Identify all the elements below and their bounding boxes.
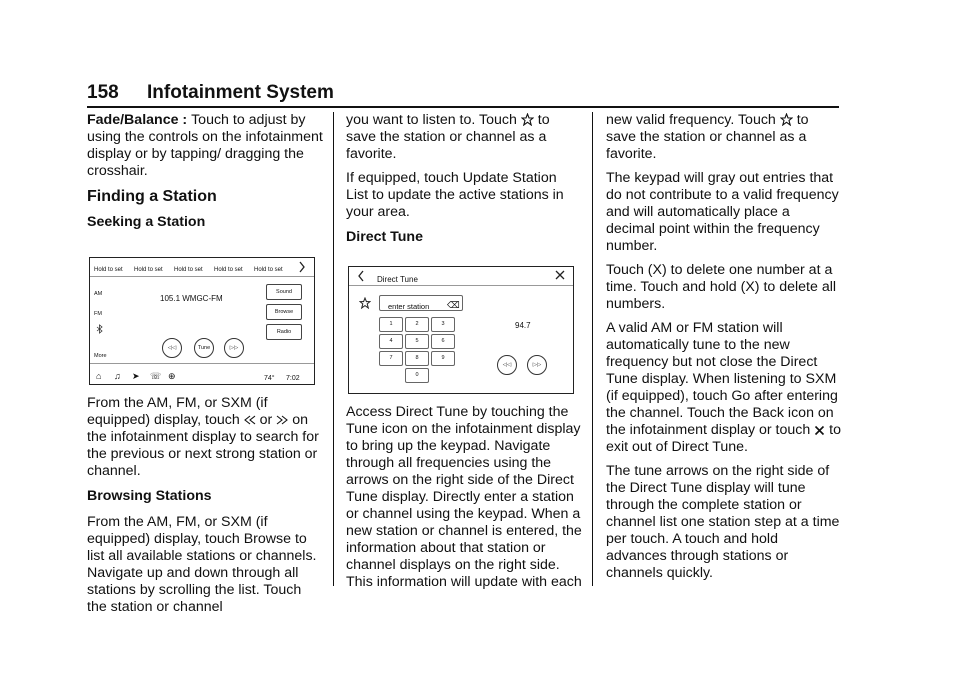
radio-button: Radio (266, 324, 302, 340)
direct-tune-illustration (348, 266, 574, 394)
music-icon: ♫ (114, 371, 121, 381)
key-8: 8 (405, 351, 429, 366)
fade-text: Touch to adjust by using the controls on the infotainment display or by tapping/ dragging the crosshair. (87, 112, 323, 179)
column-2 (346, 112, 582, 598)
access-paragraph: Access Direct Tune by touching the Tune icon on the infotainment display to bring up the keypad. Navigate through all frequencies using the arrows on the right side of the Direct Tune display. Directly enter a station or channel using the keypad. When a new station or channel is entered, the information about that station or channel displays on the right side. This information will update with each (346, 404, 582, 590)
browse-button: Browse (266, 304, 302, 320)
key-6: 6 (431, 334, 455, 349)
chevron-right-icon (298, 261, 306, 273)
direct-tune-heading: Direct Tune (346, 229, 423, 245)
tune-back-circle: ◁◁ (497, 355, 517, 375)
preset-1: Hold to set (94, 267, 123, 273)
seek-paragraph (87, 395, 323, 480)
fm-button: FM (94, 311, 102, 317)
temperature: 74° (264, 375, 275, 382)
key-2: 2 (405, 317, 429, 332)
browsing-heading: Browsing Stations (87, 488, 212, 504)
seek-text-b: on the infotainment display to search for the previous or next strong station or channel. (87, 412, 319, 479)
column-1 (87, 112, 323, 623)
listen-text-a: you want to listen to. Touch (346, 112, 517, 128)
delete-paragraph: Touch (X) to delete one number at a time. Touch and hold (X) to delete all numbers. (606, 262, 837, 312)
delete-icon: ⌫ (447, 300, 460, 310)
favorite-star-icon (359, 297, 371, 309)
more-button: More (94, 353, 107, 359)
valid-am-text-b: to exit out of Direct Tune. (606, 422, 842, 455)
key-9: 9 (431, 351, 455, 366)
seek-text-a: From the AM, FM, or SXM (if equipped) display, touch (87, 395, 268, 428)
home-icon: ⌂ (96, 371, 102, 381)
seek-back-icon (244, 414, 256, 426)
radio-screen-illustration (89, 257, 315, 385)
preset-3: Hold to set (174, 267, 203, 273)
key-0: 0 (405, 368, 429, 383)
bluetooth-icon (96, 324, 104, 334)
tune-forward-circle: ▷▷ (527, 355, 547, 375)
gray-paragraph: The keypad will gray out entries that do not contribute to a valid frequency and will automatically place a decimal point within the frequency number. (606, 170, 839, 254)
valid-paragraph (606, 112, 842, 163)
browse-paragraph: From the AM, FM, or SXM (if equipped) display, touch Browse to list all available stations or channels. Navigate up and down through all stations by scrolling the list. Touch the station or channel (87, 514, 317, 615)
preset-bar (90, 258, 314, 277)
seek-back-circle: ◁◁ (162, 338, 182, 358)
valid-am-text-a: A valid AM or FM station will automatically tune to the new frequency but not close the Direct Tune display. When listening to SXM (if equipped), touch Go after entering the channel. Touch the Back icon on the infotainment display or touch (606, 320, 838, 438)
update-paragraph: If equipped, touch Update Station List to update the active stations in your area. (346, 170, 564, 220)
status-bar (90, 363, 314, 384)
entry-label: enter station (388, 302, 430, 311)
valid-text-a: new valid frequency. Touch (606, 112, 776, 128)
key-4: 4 (379, 334, 403, 349)
station-name: 105.1 WMGC-FM (160, 294, 223, 303)
key-3: 3 (431, 317, 455, 332)
tune-circle: Tune (194, 338, 214, 358)
back-icon (357, 270, 365, 282)
seeking-heading: Seeking a Station (87, 214, 206, 230)
listen-paragraph (346, 112, 582, 163)
am-button: AM (94, 291, 103, 297)
frequency-readout: 94.7 (515, 321, 531, 330)
preset-4: Hold to set (214, 267, 243, 273)
page-header (87, 82, 839, 108)
sound-button: Sound (266, 284, 302, 300)
tune-title: Direct Tune (377, 275, 418, 284)
star-icon (521, 113, 534, 126)
preset-2: Hold to set (134, 267, 163, 273)
clock: 7:02 (286, 375, 300, 382)
fade-balance-paragraph (87, 112, 323, 180)
close-icon (555, 270, 565, 280)
x-icon (814, 425, 825, 436)
key-5: 5 (405, 334, 429, 349)
page-number: 158 (87, 82, 119, 103)
key-7: 7 (379, 351, 403, 366)
tune-title-bar (349, 267, 573, 286)
key-1: 1 (379, 317, 403, 332)
valid-am-paragraph (606, 320, 842, 456)
star-icon (780, 113, 793, 126)
entry-field (379, 295, 463, 311)
seek-forward-icon (276, 414, 288, 426)
page-title: Infotainment System (147, 82, 334, 103)
preset-5: Hold to set (254, 267, 283, 273)
finding-heading: Finding a Station (87, 188, 217, 205)
seek-forward-circle: ▷▷ (224, 338, 244, 358)
fade-separator: : (178, 112, 192, 128)
nav-icon: ➤ (132, 371, 140, 381)
valid-text-b: to save the station or channel as a favorite. (606, 112, 809, 162)
listen-text-b: to save the station or channel as a favorite. (346, 112, 550, 162)
fade-term: Fade/Balance (87, 112, 179, 128)
seek-text-or: or (259, 412, 273, 428)
phone-icon: ☏ (150, 371, 162, 381)
column-divider-1 (333, 112, 334, 586)
arrows-paragraph: The tune arrows on the right side of the Direct Tune display will tune through the complete station or channel list one station step at a time per touch. A touch and hold advances through stations or channels quickly. (606, 463, 840, 581)
column-3 (606, 112, 842, 589)
column-divider-2 (592, 112, 593, 586)
apps-icon: ⊕ (168, 371, 176, 381)
